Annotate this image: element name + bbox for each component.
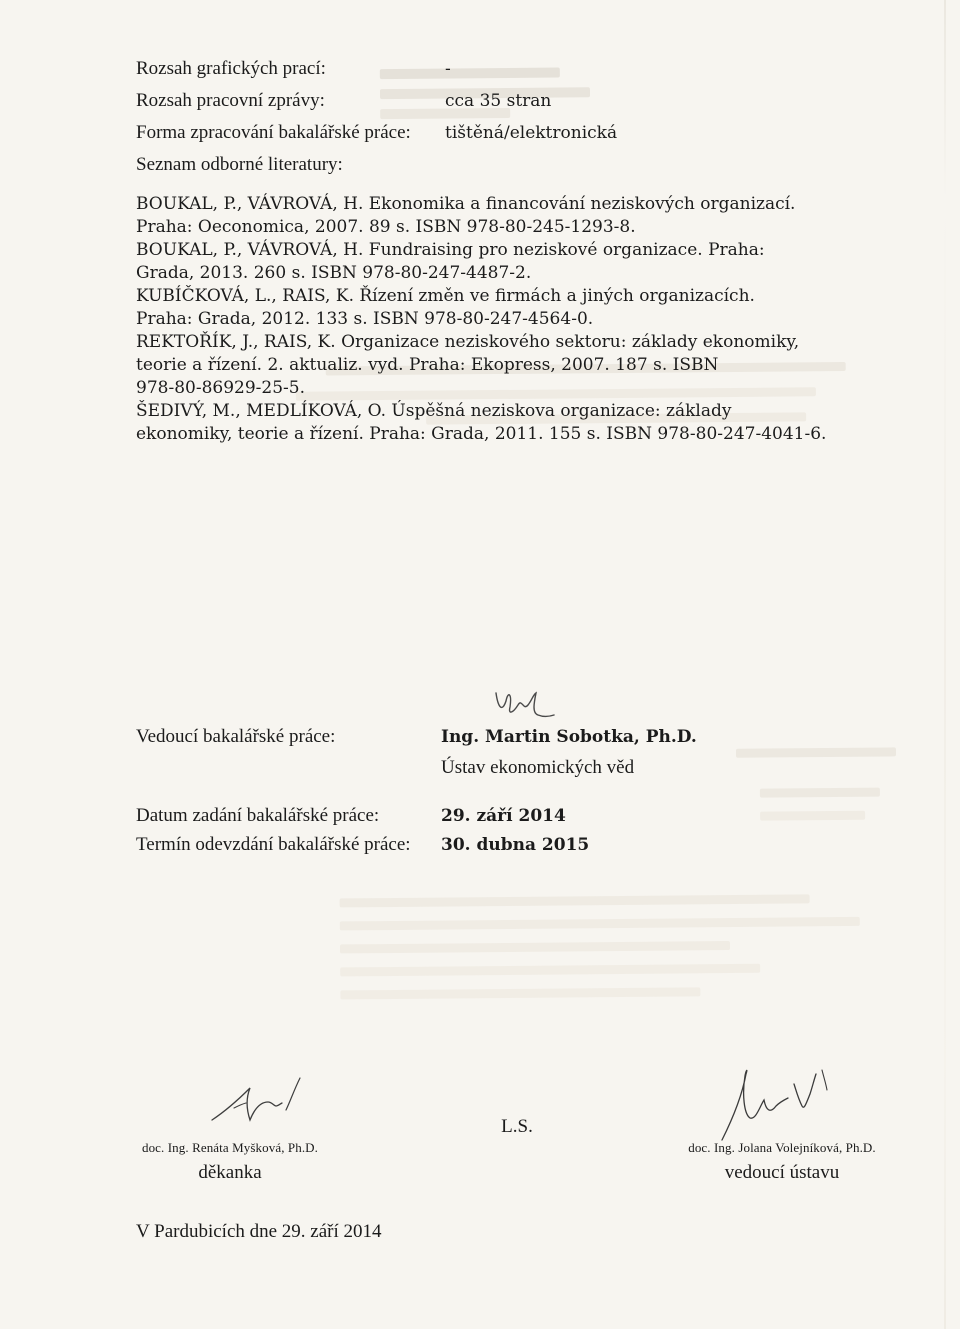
dean-role: děkanka	[198, 1162, 262, 1183]
date-label: Datum zadání bakalářské práce:	[136, 805, 380, 826]
stamp-placeholder: L.S.	[501, 1116, 533, 1137]
supervisor-row	[136, 726, 856, 755]
supervisor-department: Ústav ekonomických věd	[441, 757, 635, 778]
parameter-row	[136, 154, 786, 186]
date-value: 29. září 2014	[441, 806, 566, 826]
literature-item	[136, 400, 896, 446]
department-head-signature-mark	[690, 1060, 840, 1144]
parameter-value: tištěná/elektronická	[445, 123, 618, 143]
literature-line: Grada, 2013. 260 s. ISBN 978-80-247-4487-2.	[136, 263, 532, 283]
literature-line: Praha: Oeconomica, 2007. 89 s. ISBN 978-80-245-1293-8.	[136, 217, 636, 237]
parameter-label: Seznam odborné literatury:	[136, 154, 343, 175]
parameter-label: Rozsah pracovní zprávy:	[136, 90, 325, 111]
parameter-value: cca 35 stran	[445, 91, 552, 111]
literature-line: REKTOŘÍK, J., RAIS, K. Organizace neziskového sektoru: základy ekonomiky,	[136, 332, 800, 352]
dean-name: doc. Ing. Renáta Myšková, Ph.D.	[141, 1140, 319, 1155]
date-value: 30. dubna 2015	[441, 835, 590, 855]
literature-item	[136, 193, 896, 239]
dean-signature-mark	[202, 1068, 312, 1134]
parameter-label: Rozsah grafických prací:	[136, 58, 326, 79]
date-row	[136, 834, 856, 863]
parameter-row	[136, 58, 786, 90]
department-head-signature-block	[672, 1140, 892, 1184]
paper-edge-shadow	[944, 0, 946, 1329]
supervisor-section	[136, 726, 856, 779]
department-head-name: doc. Ing. Jolana Volejníková, Ph.D.	[688, 1140, 876, 1155]
literature-list	[136, 193, 896, 446]
literature-line: KUBÍČKOVÁ, L., RAIS, K. Řízení změn ve firmách a jiných organizacích.	[136, 286, 755, 306]
literature-line: ekonomiky, teorie a řízení. Praha: Grada, 2011. 155 s. ISBN 978-80-247-4041-6.	[136, 424, 827, 444]
parameter-row	[136, 90, 786, 122]
parameter-row	[136, 122, 786, 154]
literature-line: teorie a řízení. 2. aktualiz. vyd. Praha: Ekopress, 2007. 187 s. ISBN	[136, 355, 719, 375]
literature-line: 978-80-86929-25-5.	[136, 378, 305, 398]
signature-section	[120, 1068, 880, 1198]
supervisor-label: Vedoucí bakalářské práce:	[136, 726, 336, 747]
literature-line: BOUKAL, P., VÁVROVÁ, H. Ekonomika a financování neziskových organizací.	[136, 194, 796, 214]
place-and-date: V Pardubicích dne 29. září 2014	[136, 1221, 382, 1242]
literature-line: Praha: Grada, 2012. 133 s. ISBN 978-80-247-4564-0.	[136, 309, 594, 329]
literature-line: BOUKAL, P., VÁVROVÁ, H. Fundraising pro neziskové organizace. Praha:	[136, 240, 765, 260]
parameter-label: Forma zpracování bakalářské práce:	[136, 122, 411, 143]
literature-item	[136, 239, 896, 285]
dates-section	[136, 805, 856, 863]
department-head-role: vedoucí ústavu	[724, 1162, 840, 1183]
thesis-parameters	[136, 58, 786, 186]
date-row	[136, 805, 856, 834]
literature-item	[136, 285, 896, 331]
literature-item	[136, 331, 896, 400]
supervisor-name: Ing. Martin Sobotka, Ph.D.	[441, 727, 697, 747]
supervisor-signature-mark	[488, 683, 558, 723]
dean-signature-block	[120, 1140, 340, 1184]
literature-line: ŠEDIVÝ, M., MEDLÍKOVÁ, O. Úspěšná neziskova organizace: základy	[136, 401, 732, 421]
bleed-through-text	[340, 894, 901, 1000]
parameter-value: -	[445, 59, 451, 79]
date-label: Termín odevzdání bakalářské práce:	[136, 834, 411, 855]
